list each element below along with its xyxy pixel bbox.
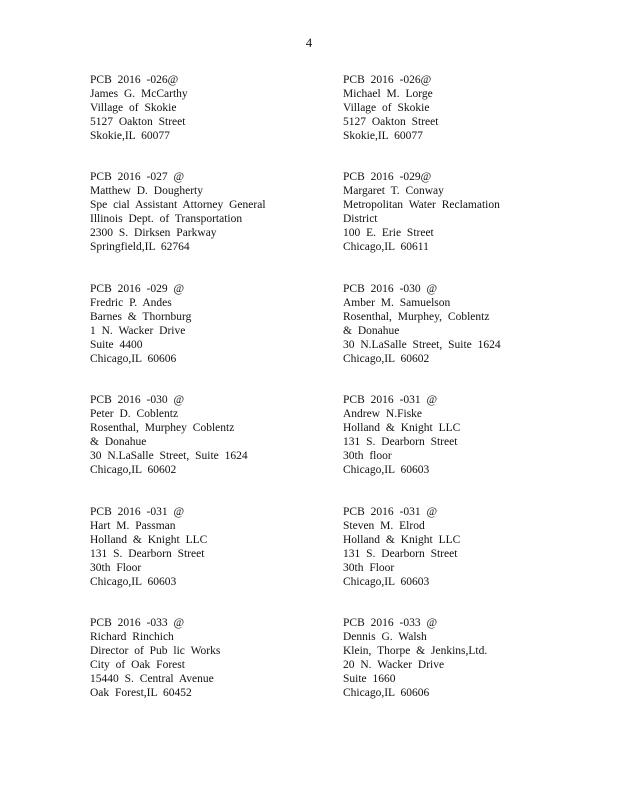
service-entry bbox=[90, 616, 330, 700]
address-line: Metropolitan Water Reclamation bbox=[343, 199, 500, 211]
case-number: PCB 2016 -029 @ bbox=[90, 283, 185, 295]
service-entry bbox=[90, 393, 330, 477]
address-line: Director of Pub lic Works bbox=[90, 645, 221, 657]
service-entry bbox=[90, 73, 330, 143]
service-entry bbox=[343, 170, 583, 254]
service-entry bbox=[343, 282, 583, 366]
address-line: Chicago,IL 60602 bbox=[343, 353, 430, 365]
service-entry bbox=[343, 393, 583, 477]
address-line: & Donahue bbox=[90, 436, 147, 448]
address-line: 30th Floor bbox=[343, 562, 395, 574]
address-line: 5127 Oakton Street bbox=[343, 116, 439, 128]
address-line: Village of Skokie bbox=[343, 102, 430, 114]
address-line: 20 N. Wacker Drive bbox=[343, 659, 445, 671]
address-line: Chicago,IL 60602 bbox=[90, 464, 177, 476]
service-entry bbox=[343, 505, 583, 589]
address-line: Holland & Knight LLC bbox=[343, 422, 461, 434]
case-number: PCB 2016 -033 @ bbox=[343, 617, 438, 629]
address-line: District bbox=[343, 213, 378, 225]
case-number: PCB 2016 -026@ bbox=[343, 74, 432, 86]
case-number: PCB 2016 -031 @ bbox=[343, 394, 438, 406]
case-number: PCB 2016 -030 @ bbox=[343, 283, 438, 295]
address-line: Barnes & Thornburg bbox=[90, 311, 192, 323]
recipient-name: Michael M. Lorge bbox=[343, 88, 433, 100]
address-line: Chicago,IL 60603 bbox=[90, 576, 177, 588]
address-line: 30 N.LaSalle Street, Suite 1624 bbox=[90, 450, 248, 462]
recipient-name: Peter D. Coblentz bbox=[90, 408, 179, 420]
address-line: 30th Floor bbox=[90, 562, 142, 574]
case-number: PCB 2016 -031 @ bbox=[90, 506, 185, 518]
address-line: 30th floor bbox=[343, 450, 392, 462]
address-line: Spe cial Assistant Attorney General bbox=[90, 199, 266, 211]
address-line: 30 N.LaSalle Street, Suite 1624 bbox=[343, 339, 501, 351]
address-line: Illinois Dept. of Transportation bbox=[90, 213, 243, 225]
address-line: 15440 S. Central Avenue bbox=[90, 673, 214, 685]
address-line: Chicago,IL 60603 bbox=[343, 464, 430, 476]
recipient-name: Richard Rinchich bbox=[90, 631, 174, 643]
case-number: PCB 2016 -031 @ bbox=[343, 506, 438, 518]
page-number: 4 bbox=[305, 36, 313, 50]
address-line: Rosenthal, Murphey, Coblentz bbox=[343, 311, 490, 323]
address-line: Springfield,IL 62764 bbox=[90, 241, 190, 253]
recipient-name: Matthew D. Dougherty bbox=[90, 185, 203, 197]
recipient-name: Andrew N.Fiske bbox=[343, 408, 423, 420]
address-line: Village of Skokie bbox=[90, 102, 177, 114]
address-line: Suite 4400 bbox=[90, 339, 143, 351]
address-line: 1 N. Wacker Drive bbox=[90, 325, 186, 337]
address-line: Skokie,IL 60077 bbox=[343, 130, 423, 142]
address-line: Skokie,IL 60077 bbox=[90, 130, 170, 142]
address-line: City of Oak Forest bbox=[90, 659, 185, 671]
address-line: Chicago,IL 60606 bbox=[343, 687, 430, 699]
address-line: 5127 Oakton Street bbox=[90, 116, 186, 128]
address-line: & Donahue bbox=[343, 325, 400, 337]
address-line: 2300 S. Dirksen Parkway bbox=[90, 227, 217, 239]
address-line: Chicago,IL 60606 bbox=[90, 353, 177, 365]
case-number: PCB 2016 -026@ bbox=[90, 74, 179, 86]
service-entry bbox=[90, 282, 330, 366]
service-entry bbox=[343, 616, 583, 700]
recipient-name: Steven M. Elrod bbox=[343, 520, 425, 532]
address-line: Chicago,IL 60611 bbox=[343, 241, 429, 253]
address-line: 131 S. Dearborn Street bbox=[343, 436, 458, 448]
recipient-name: Margaret T. Conway bbox=[343, 185, 444, 197]
case-number: PCB 2016 -027 @ bbox=[90, 171, 185, 183]
address-line: Holland & Knight LLC bbox=[90, 534, 208, 546]
address-line: Suite 1660 bbox=[343, 673, 396, 685]
recipient-name: Hart M. Passman bbox=[90, 520, 176, 532]
service-entry bbox=[90, 170, 330, 254]
address-line: Chicago,IL 60603 bbox=[343, 576, 430, 588]
address-line: Klein, Thorpe & Jenkins,Ltd. bbox=[343, 645, 488, 657]
address-line: Holland & Knight LLC bbox=[343, 534, 461, 546]
recipient-name: Fredric P. Andes bbox=[90, 297, 172, 309]
recipient-name: James G. McCarthy bbox=[90, 88, 188, 100]
service-entry bbox=[343, 73, 583, 143]
recipient-name: Dennis G. Walsh bbox=[343, 631, 427, 643]
address-line: Rosenthal, Murphey Coblentz bbox=[90, 422, 235, 434]
address-line: Oak Forest,IL 60452 bbox=[90, 687, 192, 699]
address-line: 131 S. Dearborn Street bbox=[343, 548, 458, 560]
address-line: 100 E. Erie Street bbox=[343, 227, 434, 239]
service-entry bbox=[90, 505, 330, 589]
recipient-name: Amber M. Samuelson bbox=[343, 297, 451, 309]
address-line: 131 S. Dearborn Street bbox=[90, 548, 205, 560]
case-number: PCB 2016 -030 @ bbox=[90, 394, 185, 406]
case-number: PCB 2016 -033 @ bbox=[90, 617, 185, 629]
case-number: PCB 2016 -029@ bbox=[343, 171, 432, 183]
